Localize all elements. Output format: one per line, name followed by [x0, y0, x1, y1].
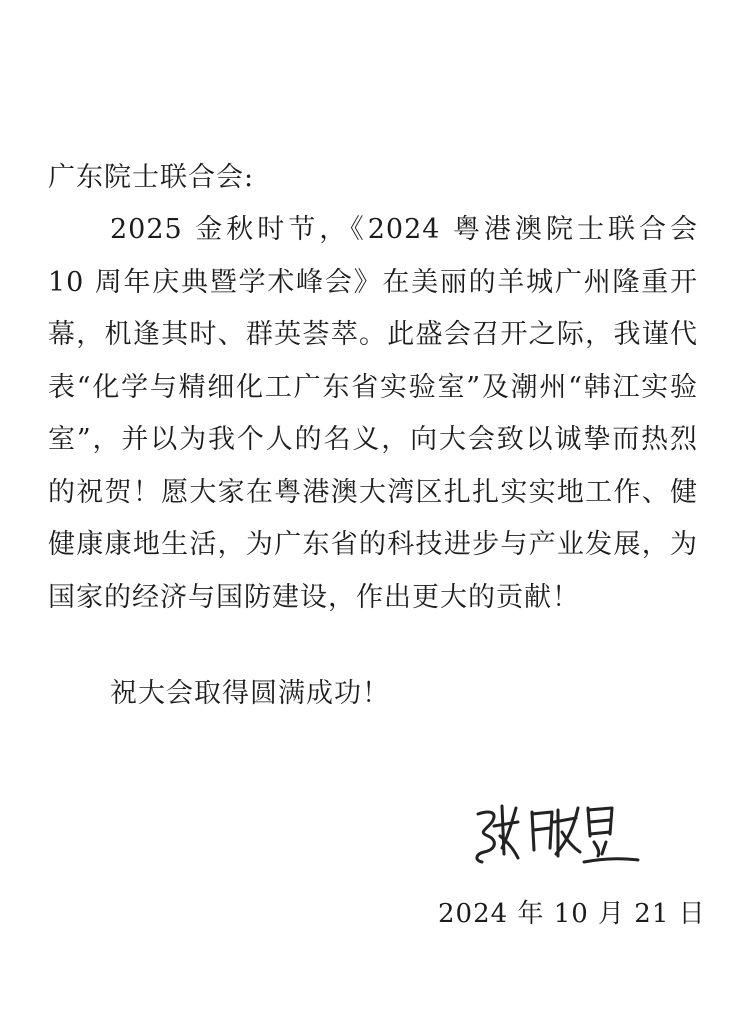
salutation: 广东院士联合会: [48, 162, 255, 193]
letter-body: 2025 金秋时节，《2024 粤港澳院士联合会 10 周年庆典暨学术峰会》在美丽的羊城广州隆重开幕，机逢其时、群英荟萃。此盛会召开之际，我谨代表“化学与精细化工广东省实验室”及潮州“韩江实验室”，并以为我个人的名义，向大会致以诚挚而热烈的祝贺！愿大家在粤港澳大湾区扎扎实实地工作、健健康康地生活，为广东省的科技进步与产业发展，为国家的经济与国防建设，作出更大的贡献！ [48, 214, 698, 613]
handwritten-signature [458, 792, 648, 878]
signature-icon [458, 792, 648, 878]
letter-date: 2024 年 10 月 21 日 [438, 899, 706, 929]
closing-wish: 祝大会取得圆满成功！ [110, 678, 390, 709]
